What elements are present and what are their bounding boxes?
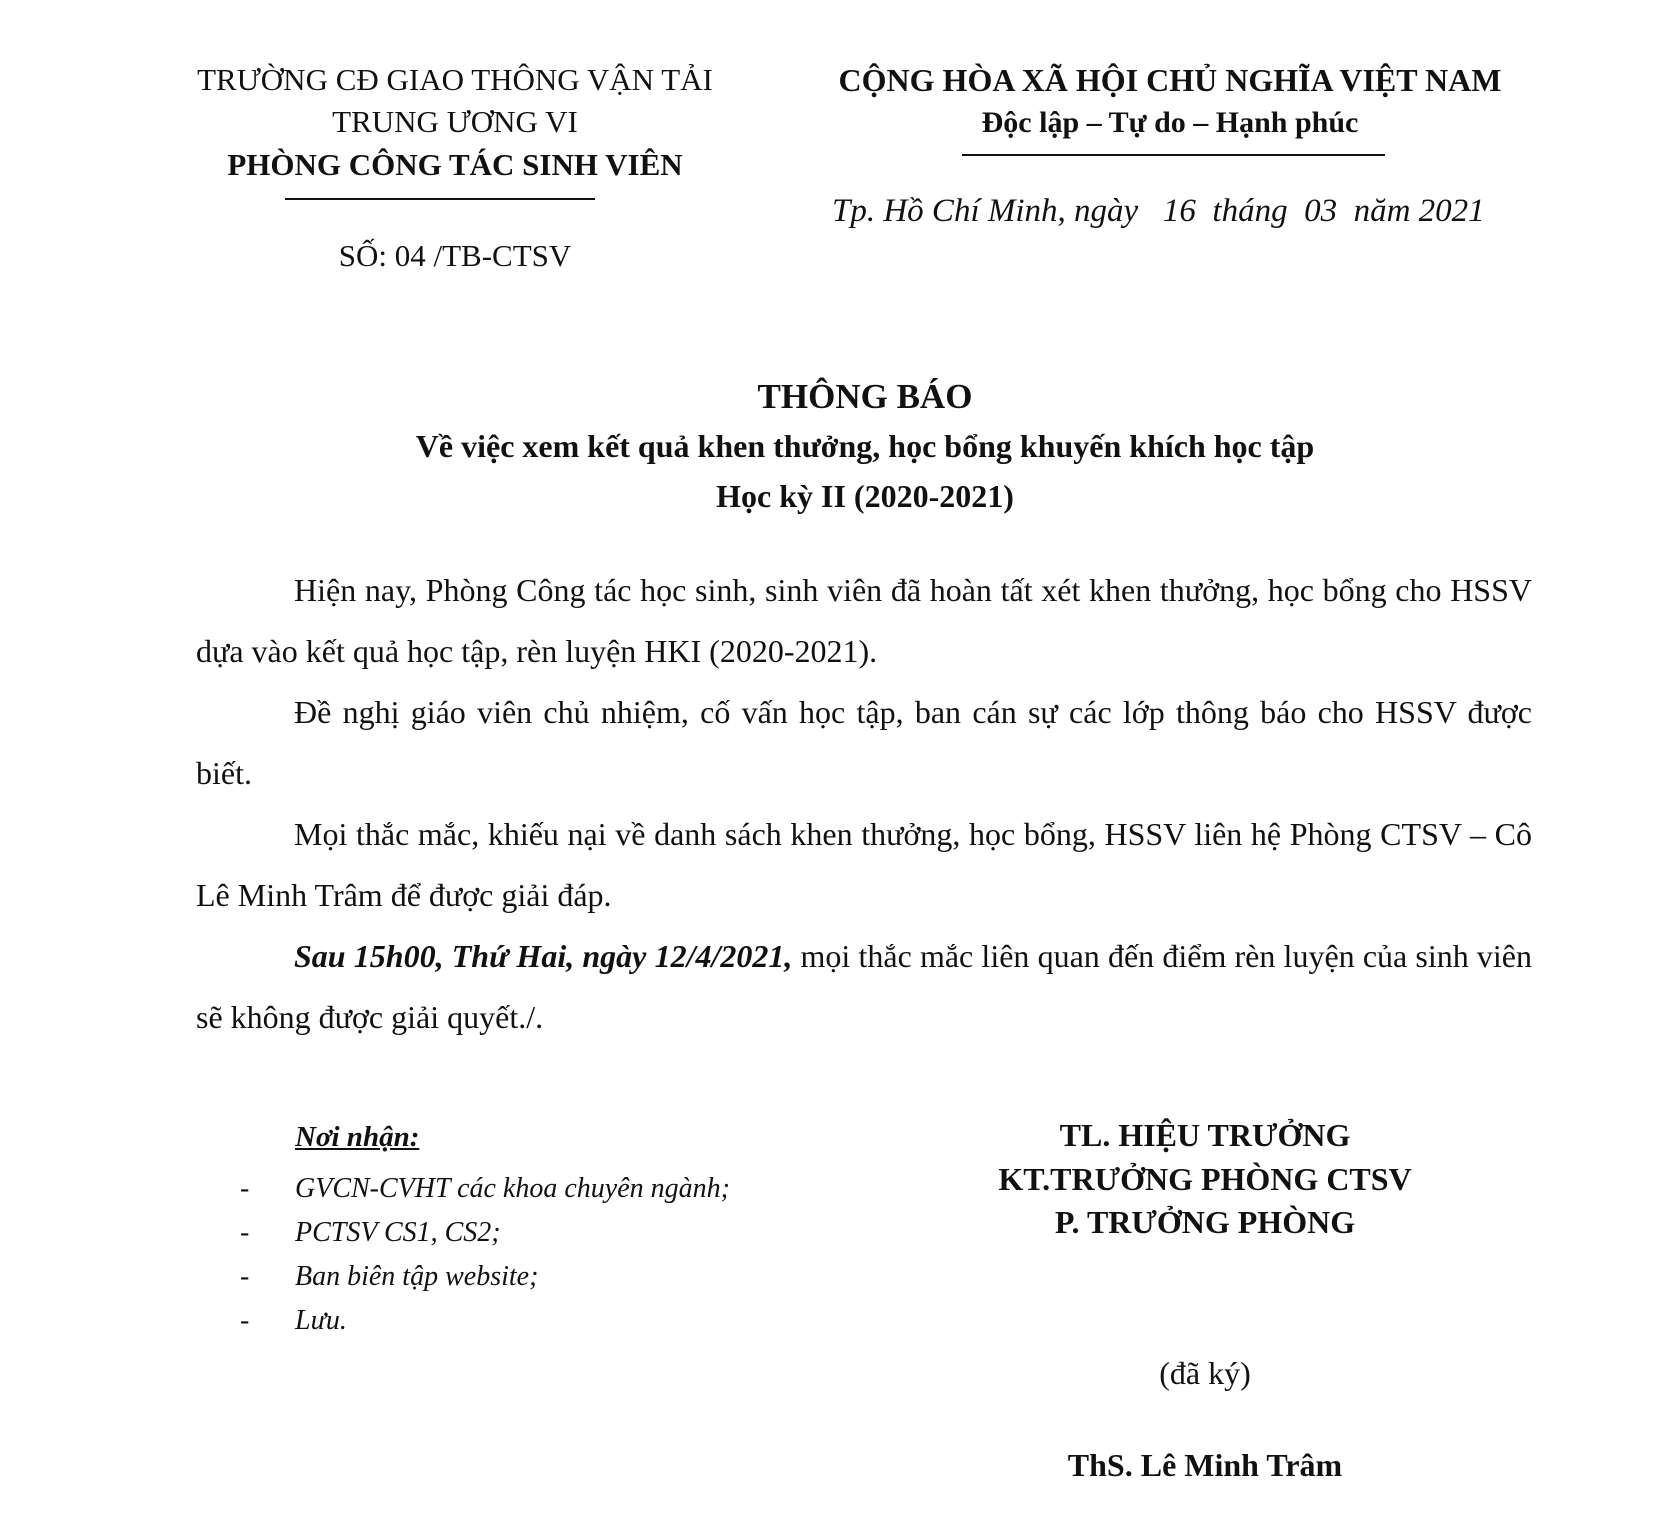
recipient-text: GVCN-CVHT các khoa chuyên ngành;	[295, 1173, 730, 1204]
recipient-text: Ban biên tập website;	[295, 1261, 539, 1292]
body-paragraph-1: Hiện nay, Phòng Công tác học sinh, sinh viên đã hoàn tất xét khen thưởng, học bổng cho HSSV dựa vào kết quả học tập, rèn luyện HKI (2020-2021).	[196, 572, 1532, 669]
document-term: Học kỳ II (2020-2021)	[716, 478, 1014, 514]
list-bullet: -	[240, 1173, 250, 1204]
signer-name: ThS. Lê Minh Trâm	[1067, 1447, 1343, 1483]
signature-title-3: P. TRƯỞNG PHÒNG	[1054, 1204, 1356, 1240]
signature-title-2: KT.TRƯỞNG PHÒNG CTSV	[998, 1161, 1412, 1197]
list-item	[240, 1211, 730, 1255]
signature-title-1: TL. HIỆU TRƯỞNG	[1059, 1117, 1351, 1153]
body-paragraph-3: Mọi thắc mắc, khiếu nại về danh sách khen thưởng, học bổng, HSSV liên hệ Phòng CTSV – Cô Lê Minh Trâm để được giải đáp.	[196, 816, 1532, 913]
document-number: SỐ: 04 /TB-CTSV	[338, 238, 572, 273]
list-bullet: -	[240, 1217, 250, 1248]
header-left-divider	[285, 198, 595, 200]
deadline-emphasis: Sau 15h00, Thứ Hai, ngày 12/4/2021,	[294, 938, 793, 974]
body-paragraph-2: Đề nghị giáo viên chủ nhiệm, cố vấn học tập, ban cán sự các lớp thông báo cho HSSV được biết.	[196, 694, 1532, 791]
national-motto: Độc lập – Tự do – Hạnh phúc	[981, 106, 1359, 139]
recipients-heading: Nơi nhận:	[295, 1121, 420, 1153]
place-and-date: Tp. Hồ Chí Minh, ngày 16 tháng 03 năm 2021	[832, 193, 1485, 229]
body-paragraph-4	[196, 926, 1532, 1048]
document-subject: Về việc xem kết quả khen thưởng, học bổng khuyến khích học tập	[415, 428, 1315, 464]
school-name-line2: TRUNG ƯƠNG VI	[332, 104, 578, 139]
list-bullet: -	[240, 1305, 250, 1336]
national-title: CỘNG HÒA XÃ HỘI CHỦ NGHĨA VIỆT NAM	[838, 62, 1502, 98]
list-item	[240, 1299, 730, 1343]
header-right-divider	[962, 154, 1385, 156]
school-name-line1: TRƯỜNG CĐ GIAO THÔNG VẬN TẢI	[197, 62, 713, 97]
list-item	[240, 1255, 730, 1299]
recipients-list	[240, 1167, 730, 1343]
list-bullet: -	[240, 1261, 250, 1292]
recipient-text: Lưu.	[295, 1305, 347, 1336]
deadline-rest: mọi thắc mắc liên quan đến điểm rèn luyện của sinh viên sẽ không được giải quyết./.	[196, 938, 1533, 1035]
list-item	[240, 1167, 730, 1211]
department-name: PHÒNG CÔNG TÁC SINH VIÊN	[227, 147, 683, 182]
document-title: THÔNG BÁO	[757, 377, 973, 416]
signed-note: (đã ký)	[1159, 1355, 1251, 1391]
recipient-text: PCTSV CS1, CS2;	[295, 1217, 501, 1248]
